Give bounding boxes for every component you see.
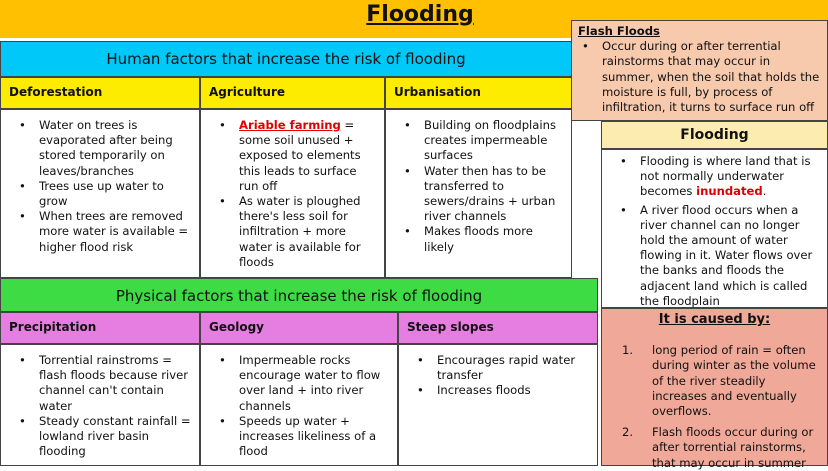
list-item: 1. long period of rain = often during winter as the volume of the river steadily increases and eventually overflows.: [622, 343, 816, 419]
list-item: • A river flood occurs when a river channel can no longer hold the amount of water flowing in it. Water flows over the banks and floods the adjacent land which is called the floodplain: [640, 203, 823, 309]
geology-cell: [200, 344, 398, 466]
flash-floods-box: [571, 20, 828, 121]
deforestation-cell: [0, 109, 200, 278]
list-item: • Ariable farming = some soil unused + exposed to elements this leads to surface run off: [239, 118, 378, 194]
list-item: • Makes floods more likely: [424, 224, 565, 254]
list-item: • As water is ploughed there's less soil for infiltration + more water is available for floods: [239, 194, 378, 270]
physical-factors-heading: Physical factors that increase the risk of flooding: [0, 278, 598, 312]
inundated-highlight: inundated: [696, 184, 763, 199]
list-item: 2. Flash floods occur during or after torrential rainstorms, that may occur in summer: [622, 425, 814, 470]
list-item: • Speeds up water + increases likeliness of a flood: [239, 414, 391, 460]
arable-farming-highlight: Ariable farming: [239, 118, 341, 132]
list-item: • Flooding is where land that is not normally underwater becomes inundated.: [640, 154, 823, 200]
list-item: • Increases floods: [437, 383, 591, 398]
steep-slopes-header: Steep slopes: [398, 312, 598, 344]
list-item: • Encourages rapid water transfer: [437, 353, 591, 383]
agriculture-header: Agriculture: [200, 77, 385, 109]
flooding-box-title: Flooding: [601, 121, 828, 149]
list-item: • When trees are removed more water is available = higher flood risk: [39, 209, 193, 255]
list-item: • Occur during or after terrential rainstorms that may occur in summer, when the soil that holds the moisture is full, by process of infiltration, it turns to surface run off: [602, 39, 821, 115]
steep-slopes-cell: [398, 344, 598, 466]
caused-by-title: It is caused by:: [658, 312, 771, 327]
list-item: • Building on floodplains creates impermeable surfaces: [424, 118, 565, 164]
list-item: • Steady constant rainfall = lowland river basin flooding: [39, 414, 193, 460]
deforestation-header: Deforestation: [0, 77, 200, 109]
precipitation-header: Precipitation: [0, 312, 200, 344]
geology-header: Geology: [200, 312, 398, 344]
list-item: • Trees use up water to grow: [39, 179, 193, 209]
list-item: • Water on trees is evaporated after being stored temporarily on leaves/branches: [39, 118, 193, 179]
urbanisation-header: Urbanisation: [385, 77, 572, 109]
page-title: Flooding: [366, 2, 474, 27]
list-item: • Impermeable rocks encourage water to flow over land + into river channels: [239, 353, 391, 414]
flooding-definition-cell: [601, 149, 828, 308]
human-factors-heading: Human factors that increase the risk of flooding: [0, 41, 572, 77]
flash-floods-title: Flash Floods: [578, 24, 660, 38]
list-item: • Water then has to be transferred to sewers/drains + urban river channels: [424, 164, 565, 225]
agriculture-cell: [200, 109, 385, 278]
list-item: • Torrential rainstroms = flash floods because river channel can't contain water: [39, 353, 193, 414]
urbanisation-cell: [385, 109, 572, 278]
precipitation-cell: [0, 344, 200, 466]
caused-by-box: [601, 308, 828, 470]
